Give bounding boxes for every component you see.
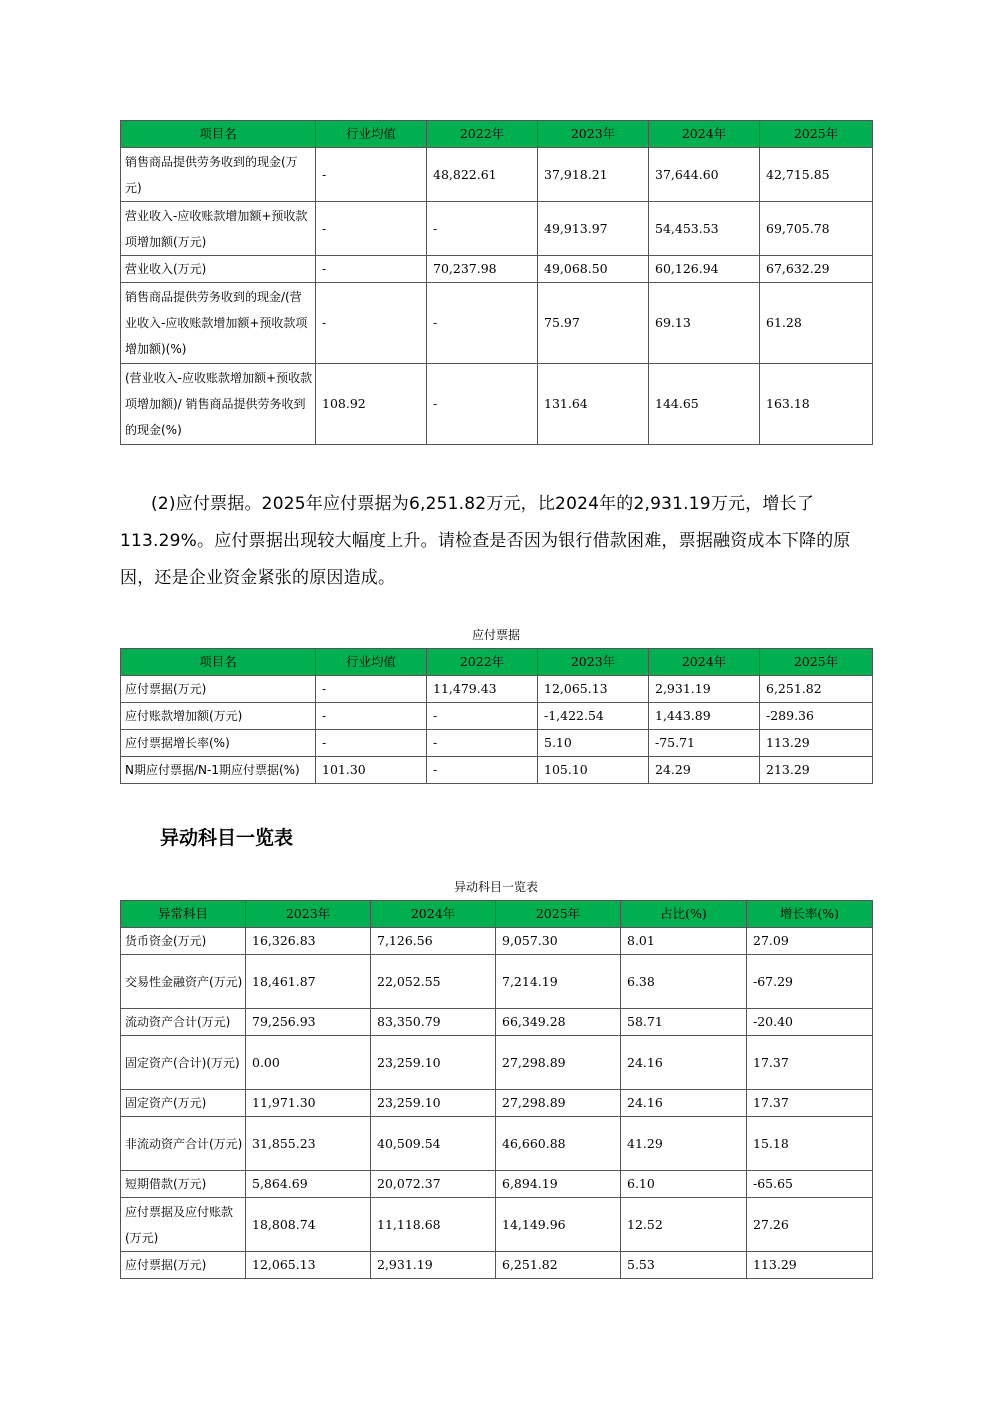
row-label: (营业收入-应收账款增加额+预收款项增加额)/ 销售商品提供劳务收到的现金(%): [121, 364, 316, 445]
table-cell: 49,068.50: [538, 256, 649, 283]
table-cell: 67,632.29: [760, 256, 873, 283]
table-cell: 5.10: [538, 730, 649, 757]
header-cell: 2024年: [649, 649, 760, 676]
table-cell: 8.01: [621, 928, 747, 955]
table-cell: 6,251.82: [496, 1252, 621, 1279]
table-cell: 11,479.43: [427, 676, 538, 703]
table-cell: 14,149.96: [496, 1198, 621, 1252]
table-cell: 48,822.61: [427, 148, 538, 202]
table-row: [121, 1198, 873, 1252]
table-row: [121, 703, 873, 730]
table-cell: 7,126.56: [371, 928, 496, 955]
table-cell: 27,298.89: [496, 1090, 621, 1117]
table-cell: 27.26: [747, 1198, 873, 1252]
table-cell: 61.28: [760, 283, 873, 364]
table-cell: 1,443.89: [649, 703, 760, 730]
row-label: N期应付票据/N-1期应付票据(%): [121, 757, 316, 784]
header-cell: 2023年: [246, 901, 371, 928]
table-cell: -: [427, 202, 538, 256]
table-row: [121, 928, 873, 955]
header-cell: 2022年: [427, 121, 538, 148]
header-cell: 2024年: [371, 901, 496, 928]
row-label: 应付票据增长率(%): [121, 730, 316, 757]
header-cell: 异常科目: [121, 901, 246, 928]
table-cell: 31,855.23: [246, 1117, 371, 1171]
table-cell: 23,259.10: [371, 1090, 496, 1117]
table-row: [121, 1009, 873, 1036]
table-cell: 75.97: [538, 283, 649, 364]
row-label: 销售商品提供劳务收到的现金/(营业收入-应收账款增加额+预收款项增加额)(%): [121, 283, 316, 364]
table-cell: -: [427, 283, 538, 364]
table-header-row: [121, 901, 873, 928]
notes-payable-paragraph: (2)应付票据。2025年应付票据为6,251.82万元，比2024年的2,931.19万元，增长了113.29%。应付票据出现较大幅度上升。请检查是否因为银行借款困难，票据融资成本下降的原因，还是企业资金紧张的原因造成。: [120, 494, 851, 588]
table-cell: 0.00: [246, 1036, 371, 1090]
table-row: [121, 283, 873, 364]
table-cell: 79,256.93: [246, 1009, 371, 1036]
table-caption: 异动科目一览表: [453, 880, 538, 894]
table-cell: 24.16: [621, 1090, 747, 1117]
section-heading: 异动科目一览表: [160, 827, 294, 849]
table-row: [121, 202, 873, 256]
table-row: [121, 1171, 873, 1198]
header-cell: 2022年: [427, 649, 538, 676]
table-cell: -: [316, 676, 427, 703]
header-cell: 2023年: [538, 649, 649, 676]
table-cell: 213.29: [760, 757, 873, 784]
table-row: [121, 148, 873, 202]
table-cell: 40,509.54: [371, 1117, 496, 1171]
table-cell: 163.18: [760, 364, 873, 445]
table-cell: 11,971.30: [246, 1090, 371, 1117]
table-cell: 37,644.60: [649, 148, 760, 202]
table-cell: 42,715.85: [760, 148, 873, 202]
table-row: [121, 676, 873, 703]
table-header-row: [121, 649, 873, 676]
cash-revenue-table: [120, 120, 873, 445]
header-cell: 增长率(%): [747, 901, 873, 928]
table-cell: 6.10: [621, 1171, 747, 1198]
table-cell: 113.29: [760, 730, 873, 757]
row-label: 销售商品提供劳务收到的现金(万元): [121, 148, 316, 202]
table-caption: 应付票据: [471, 628, 520, 642]
table-cell: 15.18: [747, 1117, 873, 1171]
table-cell: 60,126.94: [649, 256, 760, 283]
table-cell: 58.71: [621, 1009, 747, 1036]
table-cell: 131.64: [538, 364, 649, 445]
table-cell: 41.29: [621, 1117, 747, 1171]
row-label: 营业收入(万元): [121, 256, 316, 283]
table-cell: 22,052.55: [371, 955, 496, 1009]
table-cell: -: [316, 283, 427, 364]
table-cell: 5,864.69: [246, 1171, 371, 1198]
table-cell: -: [427, 364, 538, 445]
header-cell: 项目名: [121, 121, 316, 148]
table-cell: 49,913.97: [538, 202, 649, 256]
table-cell: 24.29: [649, 757, 760, 784]
table-cell: -: [316, 256, 427, 283]
table-cell: -67.29: [747, 955, 873, 1009]
row-label: 应付票据(万元): [121, 1252, 246, 1279]
table-cell: 6,894.19: [496, 1171, 621, 1198]
table-cell: -1,422.54: [538, 703, 649, 730]
row-label: 固定资产(万元): [121, 1090, 246, 1117]
table-cell: 27.09: [747, 928, 873, 955]
table-cell: 7,214.19: [496, 955, 621, 1009]
table-cell: 54,453.53: [649, 202, 760, 256]
row-label: 短期借款(万元): [121, 1171, 246, 1198]
anomaly-accounts-table: [120, 900, 873, 1279]
row-label: 应付票据(万元): [121, 676, 316, 703]
table-cell: -: [427, 730, 538, 757]
table-cell: 5.53: [621, 1252, 747, 1279]
table-header-row: [121, 121, 873, 148]
header-cell: 2025年: [760, 649, 873, 676]
header-cell: 2025年: [760, 121, 873, 148]
row-label: 固定资产(合计)(万元): [121, 1036, 246, 1090]
table-cell: -: [316, 202, 427, 256]
table-cell: 6.38: [621, 955, 747, 1009]
row-label: 应付账款增加额(万元): [121, 703, 316, 730]
table-cell: -: [427, 757, 538, 784]
table-cell: 66,349.28: [496, 1009, 621, 1036]
table-cell: 23,259.10: [371, 1036, 496, 1090]
table-cell: 69.13: [649, 283, 760, 364]
header-cell: 2023年: [538, 121, 649, 148]
table-cell: 27,298.89: [496, 1036, 621, 1090]
table-cell: 46,660.88: [496, 1117, 621, 1171]
table-row: [121, 757, 873, 784]
row-label: 非流动资产合计(万元): [121, 1117, 246, 1171]
header-cell: 项目名: [121, 649, 316, 676]
table-row: [121, 730, 873, 757]
table-cell: -: [316, 730, 427, 757]
row-label: 应付票据及应付账款(万元): [121, 1198, 246, 1252]
table-cell: 108.92: [316, 364, 427, 445]
notes-payable-table: [120, 648, 873, 784]
table-cell: 18,808.74: [246, 1198, 371, 1252]
table-row: [121, 256, 873, 283]
table-cell: 101.30: [316, 757, 427, 784]
table-row: [121, 1090, 873, 1117]
header-cell: 占比(%): [621, 901, 747, 928]
table-cell: 105.10: [538, 757, 649, 784]
row-label: 营业收入-应收账款增加额+预收款项增加额(万元): [121, 202, 316, 256]
table-cell: 70,237.98: [427, 256, 538, 283]
header-cell: 行业均值: [316, 649, 427, 676]
table-cell: -: [316, 148, 427, 202]
table-cell: -289.36: [760, 703, 873, 730]
row-label: 交易性金融资产(万元): [121, 955, 246, 1009]
table-cell: 12,065.13: [538, 676, 649, 703]
table-cell: 11,118.68: [371, 1198, 496, 1252]
table-cell: 113.29: [747, 1252, 873, 1279]
table-cell: 9,057.30: [496, 928, 621, 955]
table-cell: 20,072.37: [371, 1171, 496, 1198]
row-label: 流动资产合计(万元): [121, 1009, 246, 1036]
table-cell: 18,461.87: [246, 955, 371, 1009]
table-cell: 12.52: [621, 1198, 747, 1252]
table-cell: 83,350.79: [371, 1009, 496, 1036]
table-cell: 17.37: [747, 1036, 873, 1090]
table-row: [121, 364, 873, 445]
table-cell: 12,065.13: [246, 1252, 371, 1279]
table-cell: 17.37: [747, 1090, 873, 1117]
header-cell: 2024年: [649, 121, 760, 148]
table-cell: -: [316, 703, 427, 730]
table-cell: -65.65: [747, 1171, 873, 1198]
table-row: [121, 1036, 873, 1090]
table-row: [121, 1117, 873, 1171]
table-cell: 6,251.82: [760, 676, 873, 703]
table-cell: 37,918.21: [538, 148, 649, 202]
table-cell: -75.71: [649, 730, 760, 757]
table-cell: 24.16: [621, 1036, 747, 1090]
table-cell: -20.40: [747, 1009, 873, 1036]
table-row: [121, 1252, 873, 1279]
table-row: [121, 955, 873, 1009]
table-cell: 144.65: [649, 364, 760, 445]
table-cell: 69,705.78: [760, 202, 873, 256]
row-label: 货币资金(万元): [121, 928, 246, 955]
header-cell: 2025年: [496, 901, 621, 928]
table-cell: 2,931.19: [371, 1252, 496, 1279]
table-cell: -: [427, 703, 538, 730]
header-cell: 行业均值: [316, 121, 427, 148]
table-cell: 16,326.83: [246, 928, 371, 955]
table-cell: 2,931.19: [649, 676, 760, 703]
